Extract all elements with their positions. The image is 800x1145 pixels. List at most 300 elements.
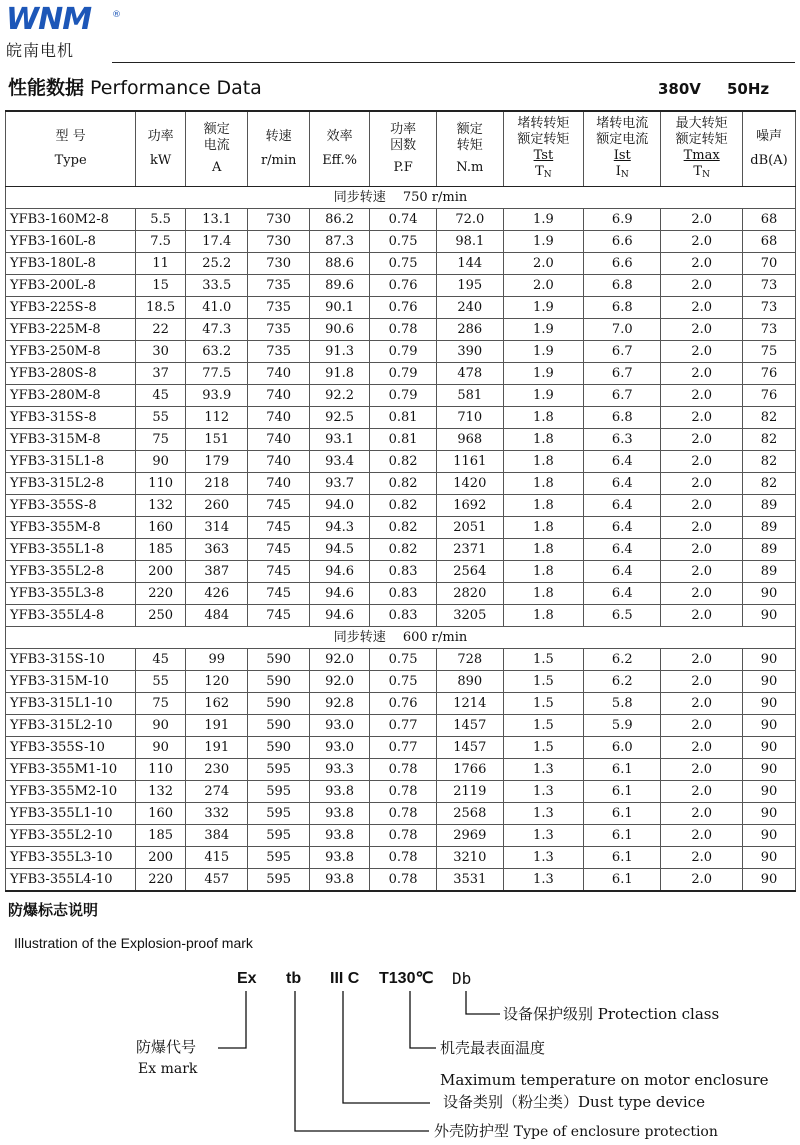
- table-cell: 1.3: [503, 869, 583, 892]
- table-cell: 93.3: [309, 759, 369, 781]
- table-cell: 68: [742, 231, 795, 253]
- table-cell: 90: [136, 737, 186, 759]
- table-cell: YFB3-355L3-10: [6, 847, 136, 869]
- table-cell: YFB3-355S-8: [6, 495, 136, 517]
- table-cell: 2.0: [661, 495, 743, 517]
- leader-ex: [218, 991, 246, 1048]
- table-cell: 710: [436, 407, 503, 429]
- table-cell: 92.5: [309, 407, 369, 429]
- table-cell: 590: [248, 671, 309, 693]
- table-cell: 1.8: [503, 407, 583, 429]
- table-cell: 6.5: [584, 605, 661, 627]
- table-cell: 6.4: [584, 517, 661, 539]
- table-cell: 384: [186, 825, 248, 847]
- table-cell: 1.9: [503, 231, 583, 253]
- col-efficiency: 效率 Eff.%: [309, 111, 369, 187]
- table-cell: 0.79: [370, 385, 437, 407]
- table-cell: 1457: [436, 715, 503, 737]
- table-cell: 2.0: [661, 253, 743, 275]
- table-cell: 90: [742, 671, 795, 693]
- table-cell: 92.0: [309, 649, 369, 671]
- table-cell: YFB3-280M-8: [6, 385, 136, 407]
- table-cell: 230: [186, 759, 248, 781]
- table-cell: YFB3-315M-8: [6, 429, 136, 451]
- table-cell: 6.7: [584, 341, 661, 363]
- table-cell: YFB3-200L-8: [6, 275, 136, 297]
- table-cell: 93.0: [309, 715, 369, 737]
- table-cell: YFB3-315S-10: [6, 649, 136, 671]
- label-max-temp-cn: 机壳最表面温度: [440, 1039, 546, 1057]
- table-cell: 0.81: [370, 407, 437, 429]
- table-cell: 2051: [436, 517, 503, 539]
- table-cell: 0.82: [370, 517, 437, 539]
- table-cell: 2.0: [661, 451, 743, 473]
- table-cell: 1.8: [503, 451, 583, 473]
- table-cell: 6.1: [584, 825, 661, 847]
- table-cell: 77.5: [186, 363, 248, 385]
- table-cell: 6.4: [584, 539, 661, 561]
- table-cell: 2.0: [661, 231, 743, 253]
- label-enclosure: [434, 1121, 718, 1142]
- table-cell: 25.2: [186, 253, 248, 275]
- table-cell: 2.0: [661, 517, 743, 539]
- table-cell: 6.1: [584, 847, 661, 869]
- table-cell: 2.0: [661, 759, 743, 781]
- table-cell: YFB3-315L2-8: [6, 473, 136, 495]
- table-cell: 2.0: [661, 803, 743, 825]
- table-cell: 1.8: [503, 429, 583, 451]
- table-cell: 7.0: [584, 319, 661, 341]
- table-cell: 740: [248, 451, 309, 473]
- table-cell: 387: [186, 561, 248, 583]
- table-cell: 740: [248, 363, 309, 385]
- table-cell: YFB3-250M-8: [6, 341, 136, 363]
- table-cell: 93.1: [309, 429, 369, 451]
- table-cell: 730: [248, 209, 309, 231]
- code-ex: Ex: [237, 970, 257, 987]
- table-cell: 144: [436, 253, 503, 275]
- table-cell: 33.5: [186, 275, 248, 297]
- table-cell: 1766: [436, 759, 503, 781]
- leader-db: [466, 991, 500, 1014]
- table-cell: 7.5: [136, 231, 186, 253]
- table-cell: 2.0: [661, 561, 743, 583]
- table-cell: 93.0: [309, 737, 369, 759]
- table-cell: 1.8: [503, 539, 583, 561]
- table-cell: 22: [136, 319, 186, 341]
- table-cell: 0.75: [370, 231, 437, 253]
- col-speed: 转速 r/min: [248, 111, 309, 187]
- table-cell: 457: [186, 869, 248, 892]
- table-cell: 274: [186, 781, 248, 803]
- table-cell: 75: [742, 341, 795, 363]
- table-cell: 17.4: [186, 231, 248, 253]
- table-cell: YFB3-355L4-10: [6, 869, 136, 892]
- table-cell: 0.78: [370, 319, 437, 341]
- table-cell: 55: [136, 671, 186, 693]
- table-cell: 745: [248, 561, 309, 583]
- table-cell: 2.0: [661, 869, 743, 892]
- table-cell: 200: [136, 847, 186, 869]
- table-cell: 2564: [436, 561, 503, 583]
- table-cell: 6.8: [584, 297, 661, 319]
- table-cell: 1.5: [503, 715, 583, 737]
- table-cell: 110: [136, 759, 186, 781]
- table-cell: 6.8: [584, 407, 661, 429]
- col-torque: 额定 转矩 N.m: [436, 111, 503, 187]
- table-cell: 595: [248, 869, 309, 892]
- table-cell: 1.9: [503, 363, 583, 385]
- table-cell: 1.8: [503, 517, 583, 539]
- table-cell: YFB3-355L2-10: [6, 825, 136, 847]
- table-cell: 90: [742, 737, 795, 759]
- table-cell: 740: [248, 407, 309, 429]
- col-power: 功率 kW: [136, 111, 186, 187]
- table-cell: 590: [248, 693, 309, 715]
- table-cell: 1.9: [503, 341, 583, 363]
- table-cell: 82: [742, 473, 795, 495]
- table-cell: 332: [186, 803, 248, 825]
- table-cell: 728: [436, 649, 503, 671]
- table-cell: 47.3: [186, 319, 248, 341]
- table-cell: 75: [136, 693, 186, 715]
- table-cell: 0.79: [370, 363, 437, 385]
- table-cell: 6.2: [584, 649, 661, 671]
- table-cell: 2.0: [661, 649, 743, 671]
- label-protection-class: 设备保护级别 Protection class: [503, 1005, 720, 1023]
- table-cell: YFB3-355L4-8: [6, 605, 136, 627]
- table-cell: 735: [248, 341, 309, 363]
- table-cell: 15: [136, 275, 186, 297]
- table-cell: 55: [136, 407, 186, 429]
- table-cell: YFB3-225M-8: [6, 319, 136, 341]
- table-cell: 2.0: [661, 363, 743, 385]
- table-cell: 94.6: [309, 605, 369, 627]
- frequency-label: 50Hz: [727, 80, 770, 98]
- table-cell: 735: [248, 297, 309, 319]
- table-cell: 185: [136, 539, 186, 561]
- table-cell: 1.3: [503, 781, 583, 803]
- code-tb: tb: [286, 970, 302, 987]
- table-cell: 2.0: [661, 605, 743, 627]
- table-cell: 595: [248, 825, 309, 847]
- table-cell: 82: [742, 451, 795, 473]
- table-cell: 735: [248, 319, 309, 341]
- table-cell: YFB3-160M2-8: [6, 209, 136, 231]
- label-ex-mark-cn: 防爆代号: [136, 1038, 197, 1056]
- table-cell: 45: [136, 649, 186, 671]
- table-cell: 73: [742, 297, 795, 319]
- table-cell: 30: [136, 341, 186, 363]
- table-cell: 90: [742, 781, 795, 803]
- table-cell: 45: [136, 385, 186, 407]
- table-cell: 2.0: [661, 407, 743, 429]
- table-cell: 2371: [436, 539, 503, 561]
- table-cell: 6.4: [584, 495, 661, 517]
- table-cell: 93.4: [309, 451, 369, 473]
- table-cell: 90: [742, 847, 795, 869]
- table-cell: 89: [742, 495, 795, 517]
- table-cell: 0.79: [370, 341, 437, 363]
- table-cell: 730: [248, 253, 309, 275]
- table-cell: 2.0: [661, 715, 743, 737]
- label-enclosure-cn: 外壳防护型: [434, 1122, 510, 1140]
- col-locked-current-ratio: 堵转电流 额定电流 Ist $I_N$: [584, 111, 661, 187]
- brand-letters: WNM: [6, 2, 92, 37]
- table-cell: 2568: [436, 803, 503, 825]
- leader-temp: [410, 991, 436, 1048]
- table-cell: 2.0: [661, 847, 743, 869]
- table-cell: 595: [248, 847, 309, 869]
- table-cell: 595: [248, 759, 309, 781]
- table-cell: 2.0: [661, 297, 743, 319]
- table-cell: 2.0: [661, 583, 743, 605]
- table-cell: 6.6: [584, 253, 661, 275]
- table-cell: 590: [248, 649, 309, 671]
- table-cell: 1.9: [503, 209, 583, 231]
- table-cell: 2.0: [661, 473, 743, 495]
- table-cell: 93.8: [309, 825, 369, 847]
- table-cell: 90: [742, 649, 795, 671]
- table-cell: 90: [742, 825, 795, 847]
- table-cell: 581: [436, 385, 503, 407]
- table-cell: 2119: [436, 781, 503, 803]
- table-cell: 1.9: [503, 319, 583, 341]
- table-cell: 94.3: [309, 517, 369, 539]
- table-cell: 6.8: [584, 275, 661, 297]
- explosion-title-cn: 防爆标志说明: [8, 901, 99, 919]
- table-cell: 1.8: [503, 605, 583, 627]
- table-cell: 0.75: [370, 671, 437, 693]
- table-cell: 745: [248, 539, 309, 561]
- section-label: 同步转速 600 r/min: [6, 627, 796, 649]
- table-cell: 6.4: [584, 473, 661, 495]
- table-cell: 99: [186, 649, 248, 671]
- table-cell: 220: [136, 869, 186, 892]
- table-cell: 260: [186, 495, 248, 517]
- table-cell: 6.4: [584, 561, 661, 583]
- table-cell: 93.8: [309, 781, 369, 803]
- table-cell: 6.4: [584, 451, 661, 473]
- table-cell: 5.8: [584, 693, 661, 715]
- table-cell: 1.5: [503, 649, 583, 671]
- table-cell: 6.6: [584, 231, 661, 253]
- table-cell: YFB3-315L2-10: [6, 715, 136, 737]
- table-cell: 41.0: [186, 297, 248, 319]
- table-cell: 6.1: [584, 869, 661, 892]
- table-cell: 0.81: [370, 429, 437, 451]
- table-cell: 2.0: [661, 539, 743, 561]
- table-cell: 13.1: [186, 209, 248, 231]
- col-current: 额定 电流 A: [186, 111, 248, 187]
- table-cell: 1214: [436, 693, 503, 715]
- table-cell: YFB3-225S-8: [6, 297, 136, 319]
- table-cell: 730: [248, 231, 309, 253]
- table-cell: 18.5: [136, 297, 186, 319]
- table-cell: 179: [186, 451, 248, 473]
- table-cell: 0.83: [370, 583, 437, 605]
- table-cell: 590: [248, 737, 309, 759]
- table-cell: YFB3-180L-8: [6, 253, 136, 275]
- col-max-torque-ratio: 最大转矩 额定转矩 Tmax $T_N$: [661, 111, 743, 187]
- table-cell: 6.2: [584, 671, 661, 693]
- table-cell: 0.77: [370, 715, 437, 737]
- table-cell: 0.75: [370, 253, 437, 275]
- table-cell: 1.3: [503, 825, 583, 847]
- table-cell: 82: [742, 407, 795, 429]
- table-cell: 0.82: [370, 495, 437, 517]
- table-cell: 90.6: [309, 319, 369, 341]
- table-cell: 595: [248, 803, 309, 825]
- table-cell: 1.8: [503, 473, 583, 495]
- table-cell: 2.0: [661, 737, 743, 759]
- table-cell: 90: [742, 803, 795, 825]
- table-cell: 3210: [436, 847, 503, 869]
- table-cell: 314: [186, 517, 248, 539]
- table-cell: 110: [136, 473, 186, 495]
- page-title-cn: 性能数据: [8, 77, 85, 99]
- table-cell: 0.77: [370, 737, 437, 759]
- table-cell: 1457: [436, 737, 503, 759]
- table-cell: 2.0: [503, 253, 583, 275]
- table-cell: 93.8: [309, 847, 369, 869]
- table-cell: 968: [436, 429, 503, 451]
- table-cell: 2.0: [661, 429, 743, 451]
- table-cell: 2969: [436, 825, 503, 847]
- table-cell: YFB3-355S-10: [6, 737, 136, 759]
- table-cell: 91.8: [309, 363, 369, 385]
- table-cell: YFB3-315L1-10: [6, 693, 136, 715]
- table-cell: 87.3: [309, 231, 369, 253]
- table-cell: YFB3-160L-8: [6, 231, 136, 253]
- table-cell: 363: [186, 539, 248, 561]
- table-cell: 484: [186, 605, 248, 627]
- table-cell: 3531: [436, 869, 503, 892]
- table-cell: 82: [742, 429, 795, 451]
- table-cell: 70: [742, 253, 795, 275]
- table-cell: 160: [136, 803, 186, 825]
- table-cell: 1.8: [503, 495, 583, 517]
- label-max-temp-en: Maximum temperature on motor enclosure: [440, 1071, 769, 1089]
- table-cell: 93.8: [309, 869, 369, 892]
- table-cell: 240: [436, 297, 503, 319]
- table-cell: 0.78: [370, 825, 437, 847]
- table-cell: 1420: [436, 473, 503, 495]
- table-cell: 5.5: [136, 209, 186, 231]
- table-cell: 185: [136, 825, 186, 847]
- table-cell: 6.9: [584, 209, 661, 231]
- section-label: 同步转速 750 r/min: [6, 187, 796, 209]
- table-cell: 220: [136, 583, 186, 605]
- table-cell: 0.83: [370, 561, 437, 583]
- table-cell: 0.78: [370, 847, 437, 869]
- table-cell: 92.2: [309, 385, 369, 407]
- table-cell: YFB3-355M1-10: [6, 759, 136, 781]
- table-cell: 93.7: [309, 473, 369, 495]
- table-cell: YFB3-315M-10: [6, 671, 136, 693]
- table-cell: 415: [186, 847, 248, 869]
- table-cell: 2.0: [661, 781, 743, 803]
- table-cell: YFB3-315L1-8: [6, 451, 136, 473]
- table-cell: 132: [136, 781, 186, 803]
- table-cell: 2820: [436, 583, 503, 605]
- table-cell: 160: [136, 517, 186, 539]
- table-cell: 90.1: [309, 297, 369, 319]
- table-cell: 6.7: [584, 385, 661, 407]
- table-cell: 191: [186, 737, 248, 759]
- table-cell: 1.9: [503, 297, 583, 319]
- table-cell: 94.6: [309, 583, 369, 605]
- table-cell: 63.2: [186, 341, 248, 363]
- table-cell: 740: [248, 385, 309, 407]
- brand-chinese-name: 皖南电机: [6, 41, 75, 60]
- voltage-label: 380V: [658, 80, 701, 98]
- label-dust-type: 设备类别（粉尘类）Dust type device: [443, 1093, 705, 1111]
- table-cell: 90: [742, 605, 795, 627]
- table-cell: 745: [248, 583, 309, 605]
- table-cell: 890: [436, 671, 503, 693]
- table-cell: YFB3-355L1-8: [6, 539, 136, 561]
- table-cell: 426: [186, 583, 248, 605]
- table-cell: 0.76: [370, 297, 437, 319]
- table-cell: 2.0: [661, 671, 743, 693]
- table-cell: 76: [742, 385, 795, 407]
- table-cell: 1.5: [503, 693, 583, 715]
- table-cell: 0.78: [370, 781, 437, 803]
- table-cell: 162: [186, 693, 248, 715]
- label-enclosure-en: Type of enclosure protection: [513, 1124, 718, 1140]
- table-cell: 0.82: [370, 539, 437, 561]
- table-cell: 6.3: [584, 429, 661, 451]
- table-cell: 250: [136, 605, 186, 627]
- table-cell: 0.78: [370, 869, 437, 892]
- table-cell: 1.5: [503, 671, 583, 693]
- table-cell: 94.5: [309, 539, 369, 561]
- table-cell: 3205: [436, 605, 503, 627]
- table-cell: 745: [248, 495, 309, 517]
- table-cell: YFB3-355M-8: [6, 517, 136, 539]
- leader-group: [343, 991, 430, 1103]
- table-cell: YFB3-355M2-10: [6, 781, 136, 803]
- table-cell: 2.0: [661, 319, 743, 341]
- table-cell: 0.82: [370, 473, 437, 495]
- table-cell: 11: [136, 253, 186, 275]
- table-cell: 75: [136, 429, 186, 451]
- table-cell: 478: [436, 363, 503, 385]
- code-db: Db: [452, 969, 472, 988]
- table-cell: YFB3-355L2-8: [6, 561, 136, 583]
- table-cell: 191: [186, 715, 248, 737]
- table-cell: 94.6: [309, 561, 369, 583]
- table-cell: 73: [742, 319, 795, 341]
- table-cell: 595: [248, 781, 309, 803]
- col-power-factor: 功率 因数 P.F: [370, 111, 437, 187]
- table-cell: 735: [248, 275, 309, 297]
- table-cell: 2.0: [661, 825, 743, 847]
- table-cell: 1.5: [503, 737, 583, 759]
- table-cell: 68: [742, 209, 795, 231]
- table-cell: 0.82: [370, 451, 437, 473]
- table-cell: 6.1: [584, 759, 661, 781]
- table-cell: 2.0: [661, 341, 743, 363]
- table-cell: YFB3-280S-8: [6, 363, 136, 385]
- table-cell: 1.3: [503, 803, 583, 825]
- table-cell: 6.1: [584, 781, 661, 803]
- table-cell: 90: [742, 759, 795, 781]
- table-cell: 0.74: [370, 209, 437, 231]
- table-cell: 92.0: [309, 671, 369, 693]
- table-cell: 2.0: [661, 385, 743, 407]
